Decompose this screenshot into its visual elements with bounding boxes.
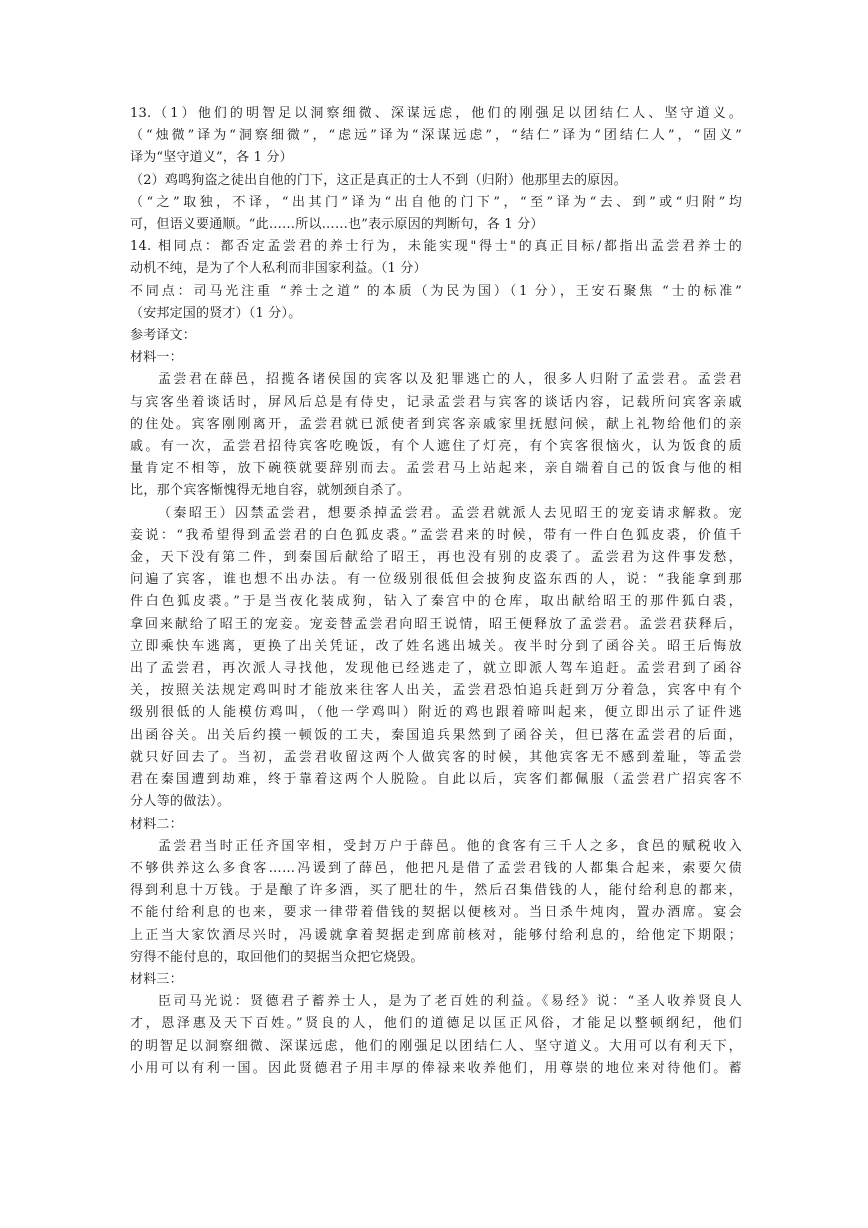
material-1-paragraph-1 [130, 369, 742, 502]
material-1-line: 戚。有一次，孟尝君招待宾客吃晚饭，有个人遮住了灯亮，有个宾客很恼火，认为饭食的质 [130, 439, 742, 455]
material-2-paragraph [130, 836, 742, 969]
material-1-line: 比，那个宾客惭愧得无地自容，就刎颈自杀了。 [130, 483, 411, 499]
answer-13-2-scoring-cont: 可，但语义要通顺。“此……所以……也”表示原因的判断句，各 1 分） [130, 217, 544, 233]
answer-13-2-scoring: （“之”取独，不译，“出其门”译为“出自他的门下”，“至”译为“去、到”或“归附”均 [130, 194, 742, 210]
material-3-line: 小用可以有利一国。因此贤德君子用丰厚的俸禄来收养他们，用尊崇的地位来对待他们。蓄 [130, 1060, 742, 1076]
answer-13-1-scoring: （“烛微”译为“洞察细微”，“虑远”译为“深谋远虑”，“结仁”译为“团结仁人”，“固义” [130, 128, 742, 144]
material-1b-line: 分人等的做法）。 [130, 794, 231, 810]
material-2-line: 得到利息十万钱。于是酿了许多酒，买了肥壮的牛，然后召集借钱的人，能付给利息的都来， [130, 883, 742, 899]
material-3-line: 的明智足以洞察细微、深谋远虑，他们的刚强足以团结仁人、坚守道义。大用可以有利天下， [130, 1038, 742, 1054]
material-1-label: 材料一： [130, 350, 183, 366]
material-3-paragraph [130, 991, 742, 1080]
material-1b-line: 出函谷关。出关后约摸一顿饭的工夫，秦国追兵果然到了函谷关，但已落在孟尝君的后面， [130, 727, 742, 743]
reference-translation-heading: 参考译文： [130, 328, 197, 344]
document-page [130, 103, 742, 1080]
material-1b-line: 拿回来献给了昭王的宠妾。宠妾替孟尝君向昭王说情，昭王便释放了孟尝君。孟尝君获释后， [130, 616, 742, 632]
material-2-line: 穷得不能付息的，取回他们的契据当众把它烧毁。 [130, 949, 424, 965]
material-1-line: 孟尝君在薛邑，招揽各诸侯国的宾客以及犯罪逃亡的人，很多人归附了孟尝君。孟尝君 [158, 372, 742, 388]
material-1b-line: 问遍了宾客，谁也想不出办法。有一位级别很低但会披狗皮盗东西的人，说：“我能拿到那 [130, 572, 742, 588]
material-1b-line: 级别很低的人能模仿鸡叫，（他一学鸡叫）附近的鸡也跟着啼叫起来，便立即出示了证件逃 [130, 705, 742, 721]
material-3-line: 臣司马光说：贤德君子蓄养士人，是为了老百姓的利益。《易经》说：“圣人收养贤良人 [158, 994, 742, 1010]
material-1b-line: 君在秦国遭到劫难，终于靠着这两个人脱险。自此以后，宾客们都佩服（孟尝君广招宾客不 [130, 772, 742, 788]
material-1b-line: （秦昭王）囚禁孟尝君，想要杀掉孟尝君。孟尝君就派人去见昭王的宠妾请求解救。宠 [158, 505, 742, 521]
material-2-line: 孟尝君当时正任齐国宰相，受封万户于薛邑。他的食客有三千人之多，食邑的赋税收入 [158, 838, 742, 854]
material-1b-line: 妾说：“我希望得到孟尝君的白色狐皮裘。”孟尝君来的时候，带有一件白色狐皮裘，价值千 [130, 527, 742, 543]
material-2-label: 材料二： [130, 816, 183, 832]
answer-14-diff: 不同点：司马光注重 “养士之道” 的本质（为民为国）（1 分），王安石聚焦 “士的标准” [130, 283, 742, 299]
material-3-label: 材料三： [130, 971, 183, 987]
material-1b-line: 立即乘快车逃离，更换了出关凭证，改了姓名逃出城关。夜半时分到了函谷关。昭王后悔放 [130, 638, 742, 654]
material-2-line: 上正当大家饮酒尽兴时，冯谖就拿着契据走到席前核对，能够付给利息的，给他定下期限； [130, 927, 742, 943]
material-1b-line: 金，天下没有第二件，到秦国后献给了昭王，再也没有别的皮裘了。孟尝君为这件事发愁， [130, 550, 742, 566]
answer-13-1: 13.（1）他们的明智足以洞察细微、深谋远虑，他们的刚强足以团结仁人、坚守道义。 [130, 106, 742, 121]
material-2-line: 不能付给利息的也来，要求一律带着借钱的契据以便核对。当日杀牛炖肉，置办酒席。宴会 [130, 905, 742, 921]
answer-14-same-cont: 动机不纯，是为了个人私利而非国家利益。（1 分） [130, 261, 427, 277]
material-1b-line: 件白色狐皮裘。”于是当夜化装成狗，钻入了秦宫中的仓库，取出献给昭王的那件狐白裘， [130, 594, 742, 610]
answer-13-1-scoring-cont: 译为“坚守道义”，各 1 分） [130, 150, 293, 166]
material-3-line: 才，恩泽惠及天下百姓。”贤良的人，他们的道德足以匡正风俗，才能足以整顿纲纪，他们 [130, 1016, 742, 1032]
material-1-line: 量肯定不相等，放下碗筷就要辞别而去。孟尝君马上站起来，亲自端着自己的饭食与他的相 [130, 461, 742, 477]
material-1-paragraph-2 [130, 503, 742, 814]
material-2-line: 不够供养这么多食客……冯谖到了薛邑，他把凡是借了孟尝君钱的人都集合起来，索要欠债 [130, 860, 742, 876]
answer-14-same: 14. 相同点：都否定孟尝君的养士行为，未能实现"得士"的真正目标/都指出孟尝君养士的 [130, 239, 742, 255]
material-1b-line: 关，按照关法规定鸡叫时才能放来往客人出关，孟尝君恐怕追兵赶到万分着急，宾客中有个 [130, 683, 742, 699]
material-1-line: 与宾客坐着谈话时，屏风后总是有侍史，记录孟尝君与宾客的谈话内容，记载所问宾客亲戚 [130, 394, 742, 410]
material-1-line: 的住处。宾客刚刚离开，孟尝君就已派使者到宾客亲戚家里抚慰问候，献上礼物给他们的亲 [130, 416, 742, 432]
answer-14-diff-cont: （安邦定国的贤才）（1 分）。 [130, 305, 302, 321]
material-1b-line: 就只好回去了。当初，孟尝君收留这两个人做宾客的时候，其他宾客无不感到羞耻，等孟尝 [130, 749, 742, 765]
answer-13-2: （2）鸡鸣狗盗之徒出自他的门下，这正是真正的士人不到（归附）他那里去的原因。 [130, 172, 627, 188]
material-1b-line: 出了孟尝君，再次派人寻找他，发现他已经逃走了，就立即派人驾车追赶。孟尝君到了函谷 [130, 661, 742, 677]
